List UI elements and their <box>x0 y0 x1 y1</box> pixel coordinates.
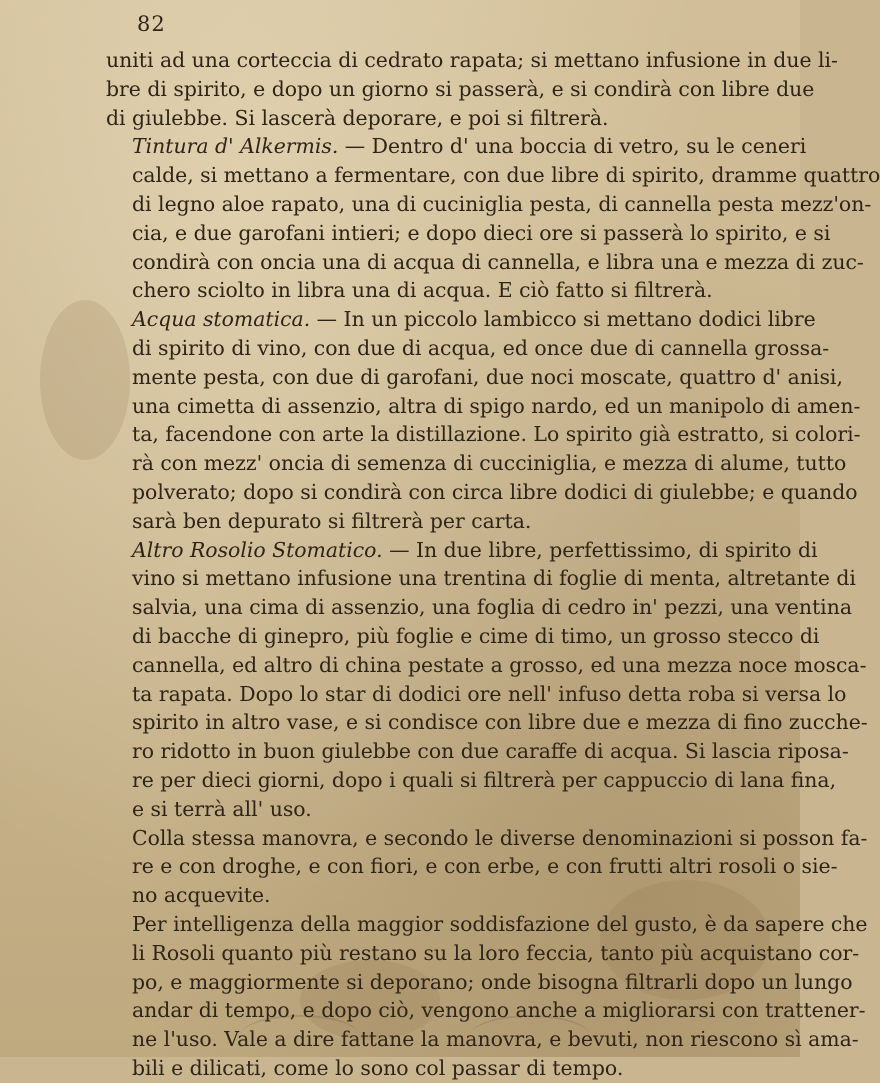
text-line: bili e dilicati, come lo sono col passar di tempo. <box>132 1055 624 1080</box>
text-line: spirito in altro vase, e si condisce con libre due e mezza di fino zucche- <box>132 710 868 735</box>
text-line: ta, facendone con arte la distillazione. Lo spirito già estratto, si colori- <box>132 422 861 447</box>
text-line: di legno aloe rapato, una di cuciniglia pesta, di cannella pesta mezz'on- <box>132 191 872 216</box>
text-line: re e con droghe, e con fiori, e con erbe, e con frutti altri rosoli o sie- <box>132 854 838 879</box>
text-line: ta rapata. Dopo lo star di dodici ore nell' infuso detta roba si versa lo <box>132 681 847 706</box>
paragraph <box>106 46 838 132</box>
recipe-title: Altro Rosolio Stomatico. <box>132 537 383 562</box>
recipe-title: Tintura d' Alkermis. <box>132 134 339 159</box>
text-line: ne l'uso. Vale a dire fattane la manovra, e bevuti, non riescono sì ama- <box>132 1027 859 1052</box>
text-line: andar di tempo, e dopo ciò, vengono anche a migliorarsi con trattener- <box>132 998 866 1023</box>
text-line: una cimetta di assenzio, altra di spigo nardo, ed un manipolo di amen- <box>132 393 861 418</box>
text-line: po, e maggiormente si deporano; onde bisogna filtrarli dopo un lungo <box>132 969 853 994</box>
text-line: ro ridotto in buon giulebbe con due caraffe di acqua. Si lascia riposa- <box>132 739 849 764</box>
text-line: cannella, ed altro di china pestate a grosso, ed una mezza noce mosca- <box>132 652 867 677</box>
page-text <box>106 46 880 1083</box>
paragraph <box>106 132 880 305</box>
text-line: calde, si mettano a fermentare, con due libre di spirito, dramme quattro <box>132 163 880 188</box>
text-line: vino si mettano infusione una trentina di foglie di menta, altretante di <box>132 566 856 591</box>
paragraph <box>106 910 868 1083</box>
text-line: — Dentro d' una boccia di vetro, su le ceneri <box>338 134 807 159</box>
text-line: sarà ben depurato si filtrerà per carta. <box>132 508 532 533</box>
text-line: di bacche di ginepro, più foglie e cime di timo, un grosso stecco di <box>132 623 820 648</box>
text-line: bre di spirito, e dopo un giorno si passerà, e si condirà con libre due <box>106 76 815 101</box>
paragraph <box>106 536 868 824</box>
paragraph <box>106 824 868 910</box>
text-line: mente pesta, con due di garofani, due noci moscate, quattro d' anisi, <box>132 364 843 389</box>
text-line: salvia, una cima di assenzio, una foglia di cedro in' pezzi, una ventina <box>132 595 852 620</box>
recipe-title: Acqua stomatica. <box>132 307 311 332</box>
text-line: di spirito di vino, con due di acqua, ed once due di cannella grossa- <box>132 335 830 360</box>
text-line: e si terrà all' uso. <box>132 796 312 821</box>
text-line: li Rosoli quanto più restano su la loro feccia, tanto più acquistano cor- <box>132 940 860 965</box>
text-line: — In un piccolo lambicco si mettano dodici libre <box>310 307 816 332</box>
text-line: rà con mezz' oncia di semenza di cucciniglia, e mezza di alume, tutto <box>132 451 847 476</box>
text-line: re per dieci giorni, dopo i quali si filtrerà per cappuccio di lana fina, <box>132 767 837 792</box>
paragraph <box>106 305 861 535</box>
text-line: uniti ad una corteccia di cedrato rapata; si mettano infusione in due li- <box>106 48 838 72</box>
page-number: 82 <box>137 12 166 36</box>
text-line: polverato; dopo si condirà con circa libre dodici di giulebbe; e quando <box>132 479 858 504</box>
text-line: no acquevite. <box>132 883 271 908</box>
text-line: Colla stessa manovra, e secondo le diverse denominazioni si posson fa- <box>132 825 868 850</box>
text-line: di giulebbe. Si lascerà deporare, e poi si filtrerà. <box>106 105 609 130</box>
text-line: cia, e due garofani intieri; e dopo dieci ore si passerà lo spirito, e si <box>132 220 831 245</box>
text-line: — In due libre, perfettissimo, di spirito di <box>382 537 818 562</box>
text-line: Per intelligenza della maggior soddisfazione del gusto, è da sapere che <box>132 911 868 936</box>
text-line: chero sciolto in libra una di acqua. E ciò fatto si filtrerà. <box>132 278 713 303</box>
text-line: condirà con oncia una di acqua di cannella, e libra una e mezza di zuc- <box>132 249 864 274</box>
